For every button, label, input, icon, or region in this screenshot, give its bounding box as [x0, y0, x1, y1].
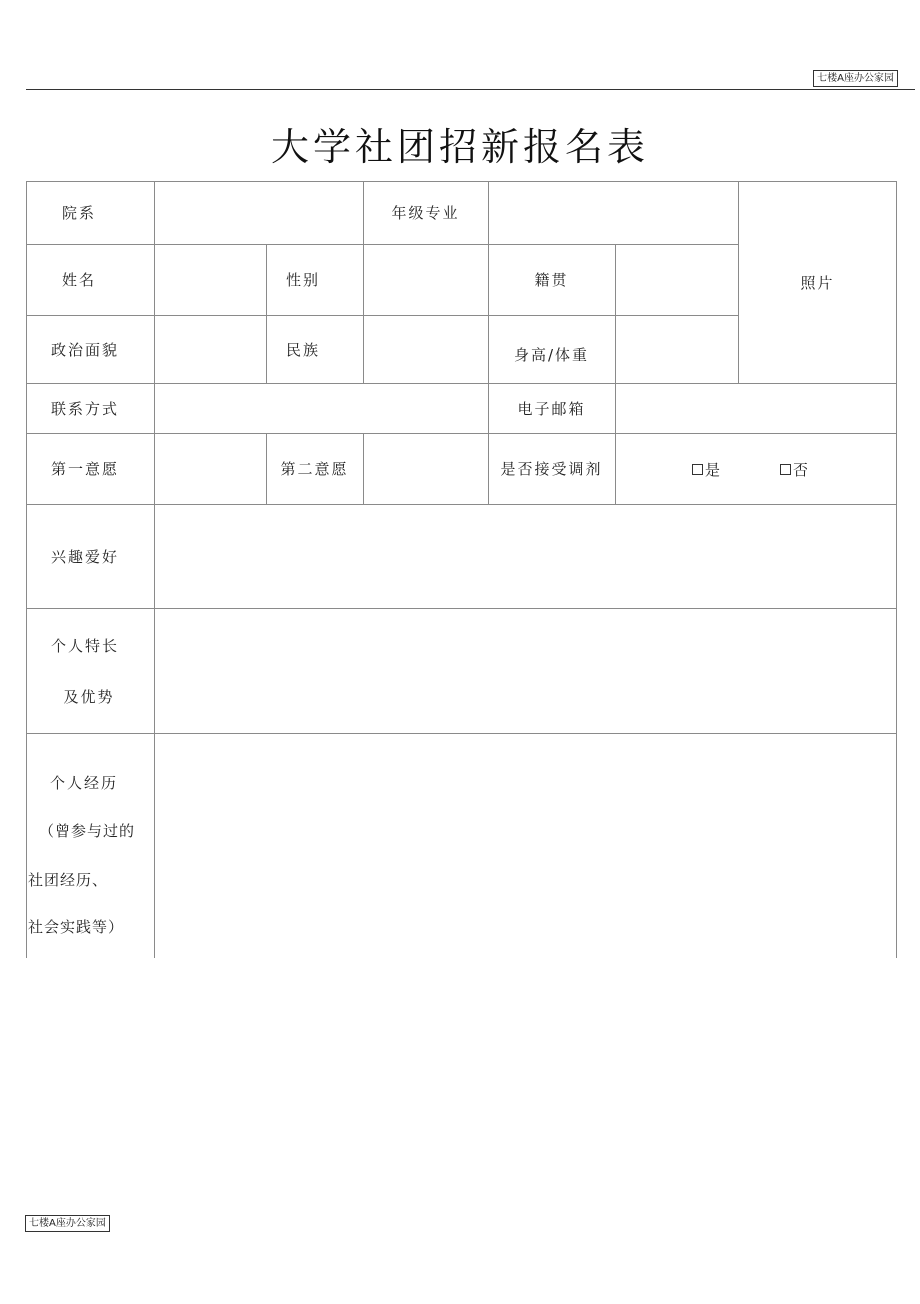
- label-experience-line4: 社会实践等）: [28, 918, 125, 936]
- label-experience-line1: 个人经历: [50, 774, 119, 792]
- contact-field[interactable]: [155, 384, 488, 433]
- label-strengths-line1: 个人特长: [50, 636, 119, 655]
- label-department: 院系: [61, 204, 96, 222]
- option-no-label: 否: [793, 460, 811, 479]
- label-strengths: [26, 608, 144, 733]
- label-political-status: 政治面貌: [50, 340, 119, 359]
- table-line: [896, 181, 897, 958]
- label-accept-adjust: 是否接受调剂: [500, 460, 603, 478]
- label-native-place: 籍贯: [534, 271, 569, 289]
- political-status-field[interactable]: [155, 316, 266, 383]
- page-title: 大学社团招新报名表: [270, 125, 649, 169]
- header-rule: [26, 89, 915, 90]
- label-name: 姓名: [61, 271, 96, 289]
- checkbox-no[interactable]: [780, 464, 791, 475]
- strengths-field[interactable]: [155, 609, 896, 733]
- email-field[interactable]: [616, 384, 896, 433]
- native-place-field[interactable]: [616, 245, 738, 315]
- label-height-weight: 身高/体重: [513, 345, 590, 364]
- option-yes-label: 是: [705, 460, 723, 479]
- name-field[interactable]: [155, 245, 266, 315]
- label-experience-line3: 社团经历、: [28, 871, 109, 889]
- label-grade-major: 年级专业: [391, 204, 460, 222]
- label-email: 电子邮箱: [517, 399, 586, 418]
- height-weight-field[interactable]: [616, 316, 738, 383]
- label-ethnicity: 民族: [285, 340, 320, 359]
- label-experience: [26, 733, 154, 958]
- photo-box[interactable]: 照片: [800, 274, 835, 292]
- label-hobbies: 兴趣爱好: [50, 547, 119, 566]
- department-field[interactable]: [155, 182, 363, 244]
- option-yes[interactable]: [692, 459, 722, 480]
- checkbox-yes[interactable]: [692, 464, 703, 475]
- label-experience-line2: （曾参与过的: [39, 822, 136, 840]
- label-contact: 联系方式: [50, 399, 119, 418]
- label-strengths-line2: 及优势: [63, 687, 115, 706]
- second-choice-field[interactable]: [364, 434, 488, 504]
- header-watermark-tag: 七楼A座办公家园: [813, 70, 898, 87]
- option-no[interactable]: [780, 459, 810, 480]
- label-first-choice: 第一意愿: [50, 460, 119, 478]
- ethnicity-field[interactable]: [364, 316, 488, 383]
- grade-major-field[interactable]: [489, 182, 738, 244]
- accept-adjust-options: [616, 434, 896, 504]
- label-second-choice: 第二意愿: [280, 460, 349, 478]
- footer-watermark-tag: 七楼A座办公家园: [25, 1215, 110, 1232]
- experience-field[interactable]: [155, 734, 896, 958]
- gender-field[interactable]: [364, 245, 488, 315]
- first-choice-field[interactable]: [155, 434, 266, 504]
- label-gender: 性别: [285, 271, 320, 289]
- hobbies-field[interactable]: [155, 505, 896, 608]
